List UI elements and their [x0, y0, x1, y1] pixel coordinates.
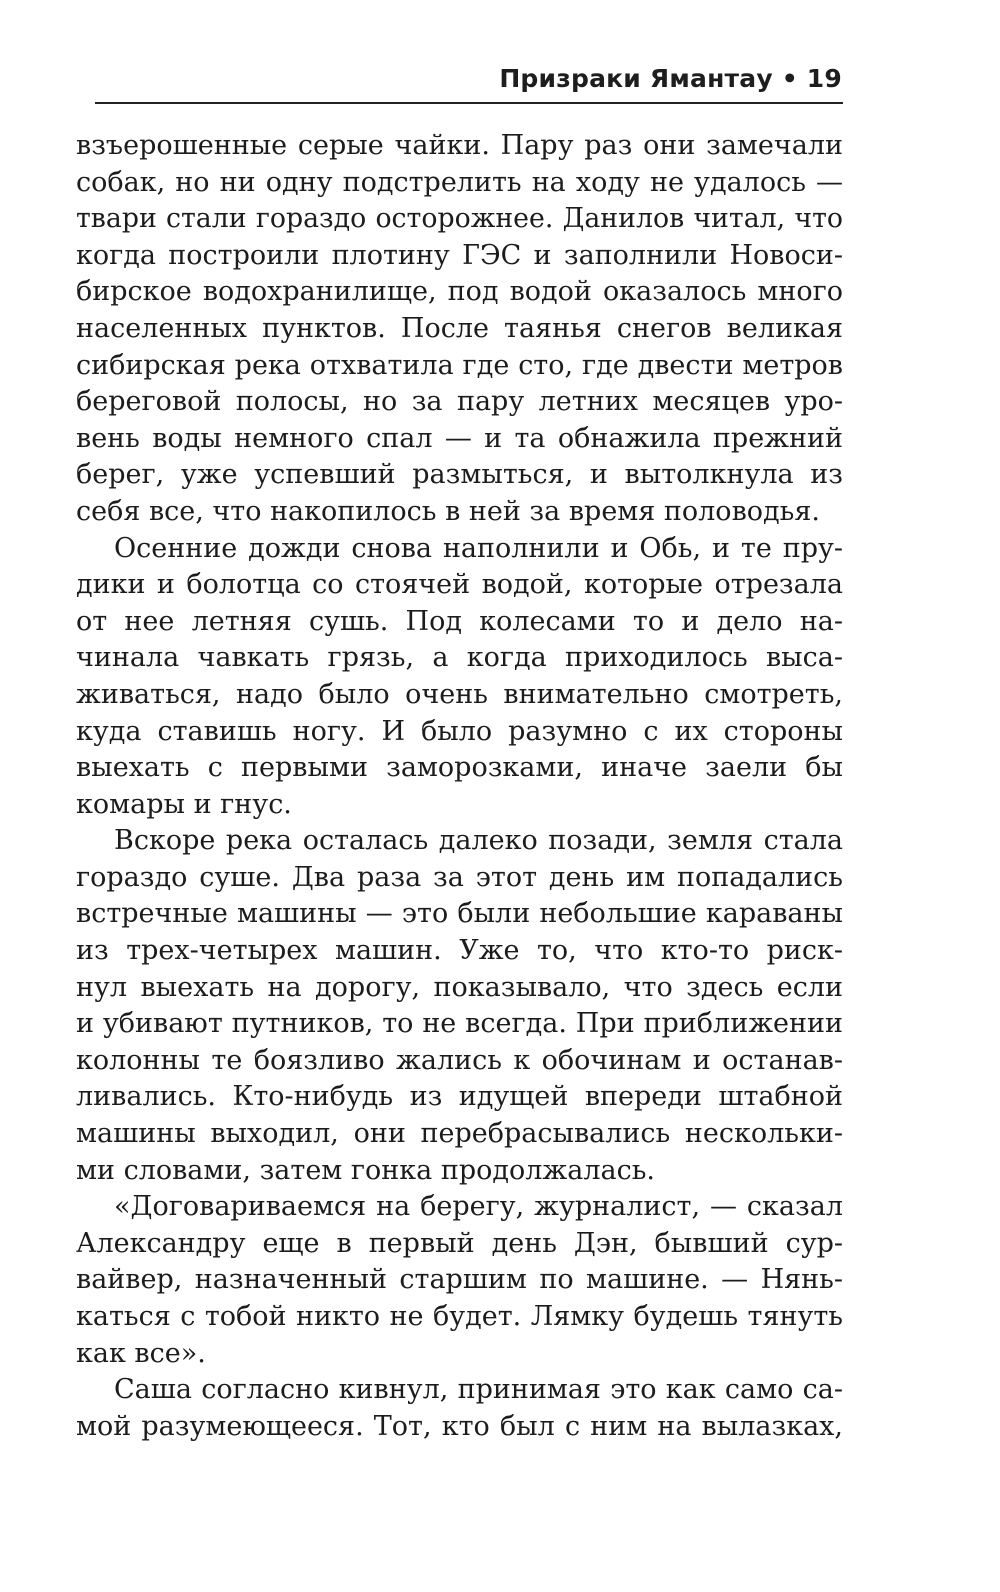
- text-line: собак, но ни одну подстрелить на ходу не удалось —: [76, 166, 843, 198]
- text-line: береговой полосы, но за пару летних месяцев уро-: [76, 386, 843, 418]
- text-line: как все».: [76, 1337, 206, 1369]
- text-line: машины выходил, они перебрасывались нескольки-: [76, 1118, 843, 1150]
- text-line: когда построили плотину ГЭС и заполнили Новоси-: [76, 239, 843, 271]
- text-line: ливались. Кто-нибудь из идущей впереди штабной: [76, 1081, 843, 1113]
- text-line: берег, уже успевший размыться, и вытолкнула из: [76, 459, 843, 491]
- paragraph-3: [76, 823, 843, 1189]
- paragraph-1: [76, 128, 843, 531]
- text-line: Осенние дожди снова наполнили и Обь, и те пру-: [114, 532, 843, 564]
- paragraph-5: [76, 1372, 843, 1445]
- text-line: колонны те боязливо жались к обочинам и останав-: [76, 1044, 843, 1076]
- text-line: живаться, надо было очень внимательно смотреть,: [76, 678, 843, 710]
- text-line: выехать с первыми заморозками, иначе заели бы: [76, 752, 843, 784]
- text-line: мой разумеющееся. Тот, кто был с ним на вылазках,: [76, 1410, 843, 1442]
- text-line: ми словами, затем гонка продолжалась.: [76, 1154, 655, 1186]
- text-line: встречные машины — это были небольшие караваны: [76, 898, 843, 930]
- body-text: [76, 128, 843, 1445]
- text-line: Александру еще в первый день Дэн, бывший сур-: [76, 1227, 843, 1259]
- text-line: дики и болотца со стоячей водой, которые отрезала: [76, 569, 843, 601]
- text-line: от нее летняя сушь. Под колесами то и дело на-: [76, 605, 843, 637]
- text-line: «Договариваемся на берегу, журналист, — сказал: [114, 1191, 843, 1223]
- running-header: Призраки Ямантау • 19: [499, 64, 842, 93]
- text-line: чинала чавкать грязь, а когда приходилось выса-: [76, 642, 843, 674]
- text-line: вайвер, назначенный старшим по машине. — Нянь-: [76, 1264, 843, 1296]
- paragraph-2: [76, 531, 843, 824]
- text-line: каться с тобой никто не будет. Лямку будешь тянуть: [76, 1301, 843, 1332]
- text-line: из трех-четырех машин. Уже то, что кто-то риск-: [76, 935, 843, 967]
- text-line: Саша согласно кивнул, принимая это как само са-: [114, 1374, 843, 1406]
- text-line: себя все, что накопилось в ней за время половодья.: [76, 495, 820, 527]
- text-line: твари стали гораздо осторожнее. Данилов читал, что: [76, 203, 843, 235]
- header-rule: [95, 102, 843, 104]
- text-line: Вскоре река осталась далеко позади, земля стала: [114, 825, 843, 857]
- text-line: гораздо суше. Два раза за этот день им попадались: [76, 861, 843, 893]
- text-line: нул выехать на дорогу, показывало, что здесь если: [76, 971, 843, 1003]
- text-line: населенных пунктов. После таянья снегов великая: [76, 312, 843, 344]
- text-line: сибирская река отхватила где сто, где двести метров: [76, 349, 843, 381]
- paragraph-4: [76, 1189, 843, 1372]
- text-line: куда ставишь ногу. И было разумно с их стороны: [76, 715, 843, 747]
- text-line: и убивают путников, то не всегда. При приближении: [76, 1008, 843, 1040]
- text-line: бирское водохранилище, под водой оказалось много: [76, 276, 843, 308]
- text-line: взъерошенные серые чайки. Пару раз они замечали: [76, 130, 843, 161]
- text-line: комары и гнус.: [76, 788, 292, 820]
- text-line: вень воды немного спал — и та обнажила прежний: [76, 422, 843, 454]
